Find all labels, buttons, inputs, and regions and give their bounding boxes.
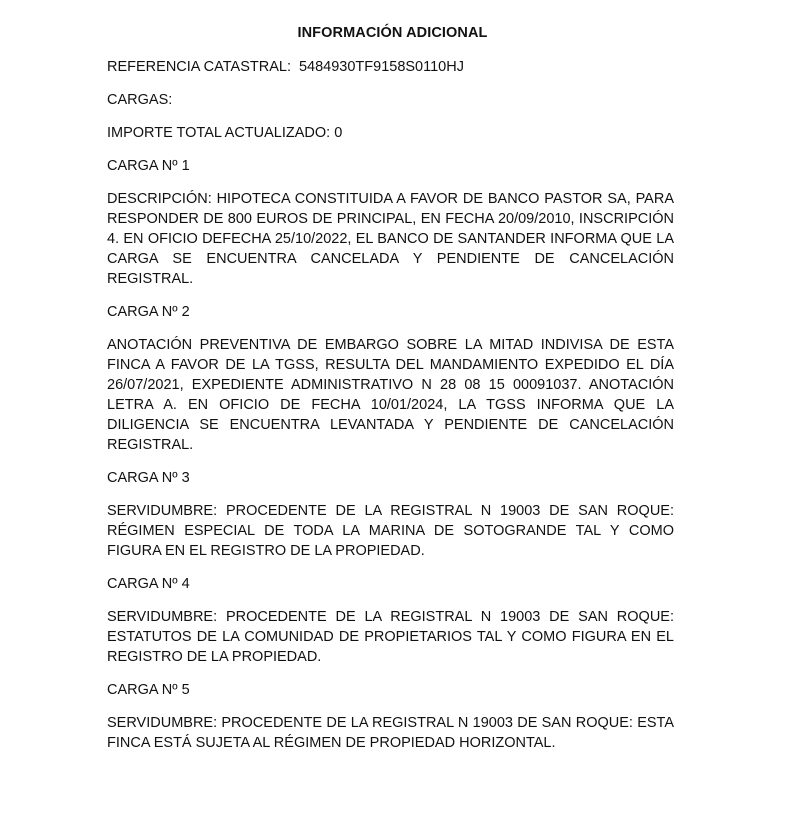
carga-1-text: DESCRIPCIÓN: HIPOTECA CONSTITUIDA A FAVOR DE BANCO PASTOR SA, PARA RESPONDER DE 800 EUROS DE PRINCIPAL, EN FECHA 20/09/2010, INSCRIPCIÓN 4. EN OFICIO DEFECHA 25/10/2022, EL BANCO DE SANTANDER INFORMA QUE LA CARGA SE ENCUENTRA CANCELADA Y PENDIENTE DE CANCELACIÓN REGISTRAL. [107, 191, 674, 287]
document-title: INFORMACIÓN ADICIONAL [297, 25, 488, 41]
cargas-label: CARGAS: [107, 92, 173, 108]
importe-total: IMPORTE TOTAL ACTUALIZADO: 0 [107, 125, 343, 141]
document-body [107, 57, 674, 766]
carga-5-heading: CARGA Nº 5 [107, 682, 190, 698]
carga-3-heading: CARGA Nº 3 [107, 470, 190, 486]
referencia-value: 5484930TF9158S0110HJ [298, 59, 464, 75]
carga-2-heading: CARGA Nº 2 [107, 304, 190, 320]
carga-3-text: SERVIDUMBRE: PROCEDENTE DE LA REGISTRAL N 19003 DE SAN ROQUE: RÉGIMEN ESPECIAL DE TODA LA MARINA DE SOTOGRANDE TAL Y COMO FIGURA EN EL REGISTRO DE LA PROPIEDAD. [107, 503, 674, 559]
carga-4-text: SERVIDUMBRE: PROCEDENTE DE LA REGISTRAL N 19003 DE SAN ROQUE: ESTATUTOS DE LA COMUNIDAD DE PROPIETARIOS TAL Y COMO FIGURA EN EL REGISTRO DE LA PROPIEDAD. [107, 609, 674, 665]
carga-4-heading: CARGA Nº 4 [107, 576, 190, 592]
referencia-label: REFERENCIA CATASTRAL: [107, 59, 291, 75]
carga-2-text: ANOTACIÓN PREVENTIVA DE EMBARGO SOBRE LA MITAD INDIVISA DE ESTA FINCA A FAVOR DE LA TGSS, RESULTA DEL MANDAMIENTO EXPEDIDO EL DÍA 26/07/2021, EXPEDIENTE ADMINISTRATIVO N 28 08 15 00091037. ANOTACIÓN LETRA A. EN OFICIO DE FECHA 10/01/2024, LA TGSS INFORMA QUE LA DILIGENCIA SE ENCUENTRA LEVANTADA Y PENDIENTE DE CANCELACIÓN REGISTRAL. [107, 337, 674, 453]
referencia-catastral [107, 57, 674, 77]
carga-5-text: SERVIDUMBRE: PROCEDENTE DE LA REGISTRAL N 19003 DE SAN ROQUE: ESTA FINCA ESTÁ SUJETA AL RÉGIMEN DE PROPIEDAD HORIZONTAL. [107, 715, 674, 751]
carga-1-heading: CARGA Nº 1 [107, 158, 190, 174]
